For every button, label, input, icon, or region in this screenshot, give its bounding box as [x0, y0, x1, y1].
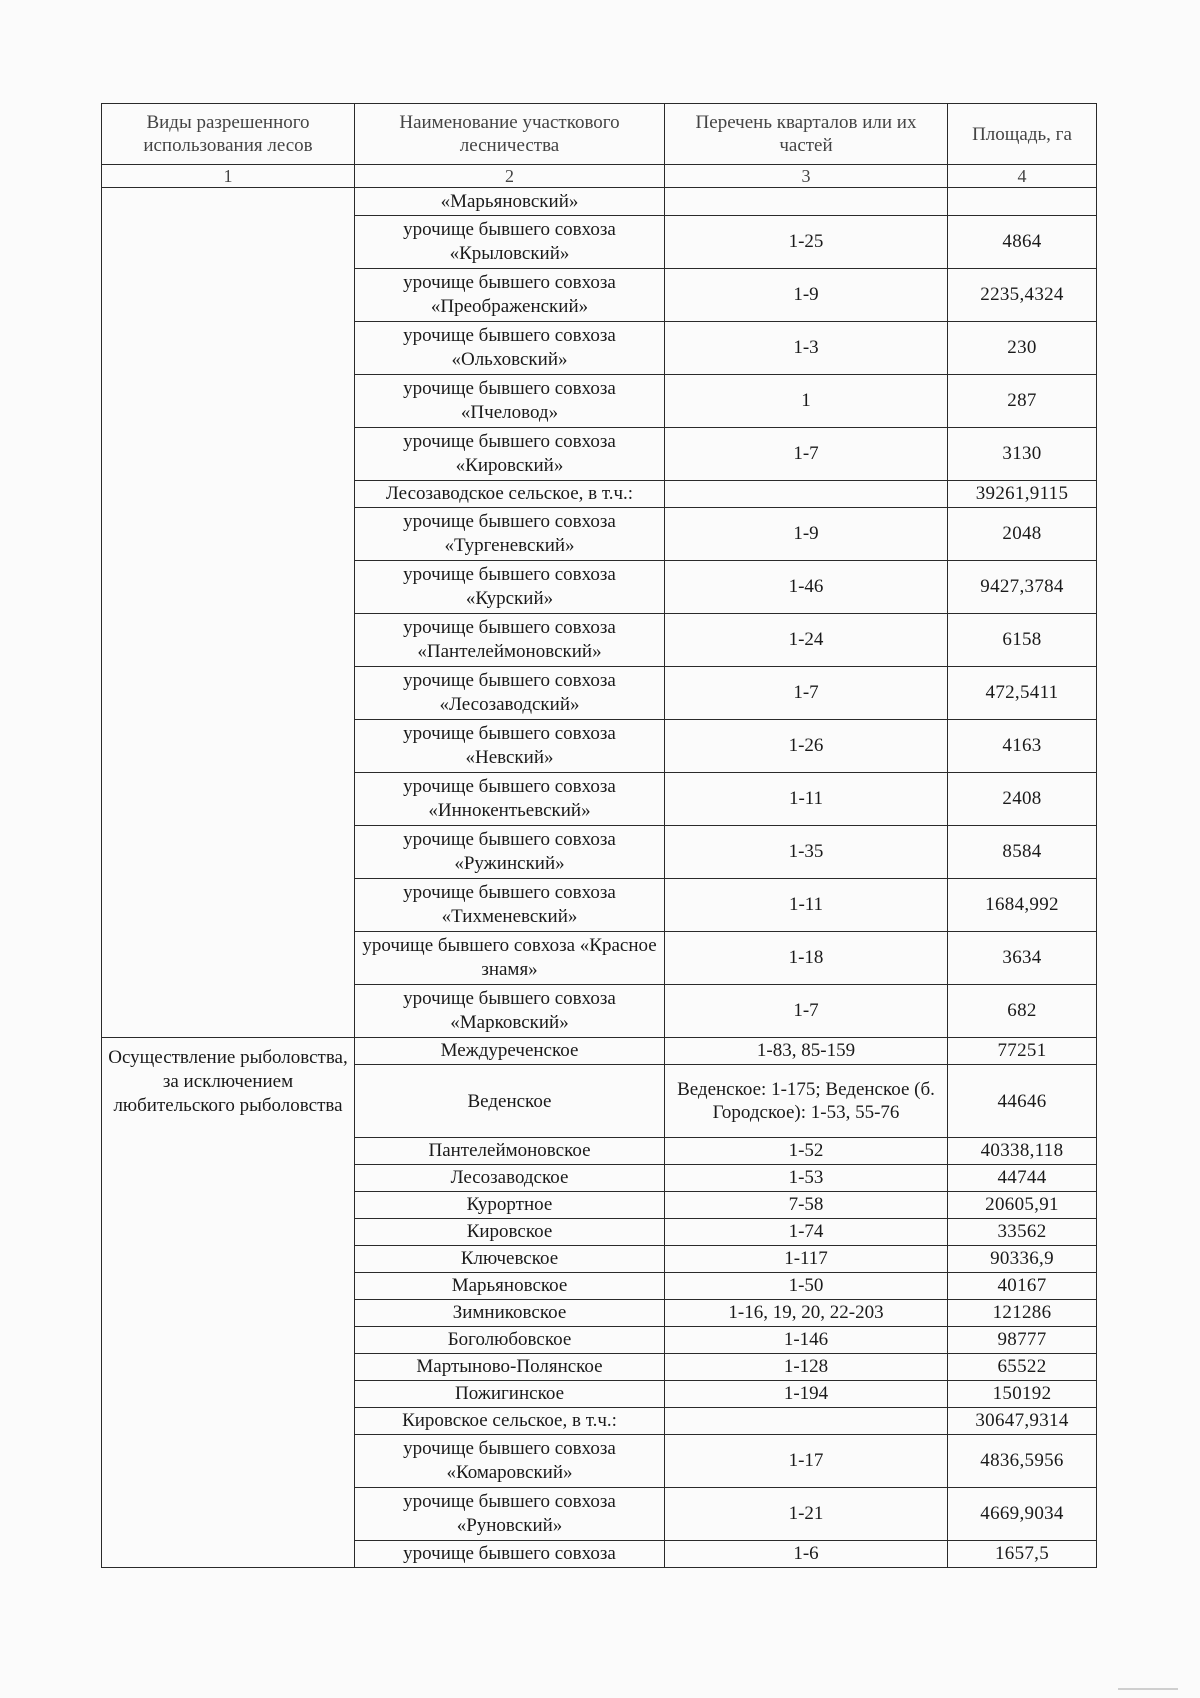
quarters: 7-58	[665, 1192, 948, 1219]
column-number: 3	[665, 165, 948, 188]
forestry-name: Междуреченское	[355, 1038, 665, 1065]
header-area: Площадь, га	[948, 104, 1097, 165]
area: 4864	[948, 216, 1097, 269]
forestry-name: Боголюбовское	[355, 1327, 665, 1354]
forestry-name: урочище бывшего совхоза «Комаровский»	[355, 1435, 665, 1488]
quarters: 1-83, 85-159	[665, 1038, 948, 1065]
quarters: 1-7	[665, 985, 948, 1038]
quarters: 1-7	[665, 667, 948, 720]
column-number-row	[102, 165, 1097, 188]
quarters: 1	[665, 375, 948, 428]
forestry-name: урочище бывшего совхоза «Руновский»	[355, 1488, 665, 1541]
forestry-name: «Марьяновский»	[355, 188, 665, 216]
forestry-name: Лесозаводское сельское, в т.ч.:	[355, 481, 665, 508]
forestry-name: урочище бывшего совхоза «Кировский»	[355, 428, 665, 481]
forestry-name: урочище бывшего совхоза «Невский»	[355, 720, 665, 773]
area: 3634	[948, 932, 1097, 985]
forestry-name: урочище бывшего совхоза «Лесозаводский»	[355, 667, 665, 720]
forestry-name: урочище бывшего совхоза «Ольховский»	[355, 322, 665, 375]
forestry-name: Веденское	[355, 1065, 665, 1138]
area: 3130	[948, 428, 1097, 481]
area	[948, 188, 1097, 216]
area: 230	[948, 322, 1097, 375]
header-forestry-name: Наименование участкового лесничества	[355, 104, 665, 165]
quarters	[665, 481, 948, 508]
use-type-cell-empty	[102, 188, 355, 1038]
forestry-name: урочище бывшего совхоза «Пантелеймоновский»	[355, 614, 665, 667]
area: 6158	[948, 614, 1097, 667]
area: 44744	[948, 1165, 1097, 1192]
quarters: 1-52	[665, 1138, 948, 1165]
quarters: 1-50	[665, 1273, 948, 1300]
quarters: 1-128	[665, 1354, 948, 1381]
area: 39261,9115	[948, 481, 1097, 508]
area: 8584	[948, 826, 1097, 879]
forestry-name: Кировское сельское, в т.ч.:	[355, 1408, 665, 1435]
forestry-name: урочище бывшего совхоза «Марковский»	[355, 985, 665, 1038]
forestry-name: Марьяновское	[355, 1273, 665, 1300]
quarters: 1-16, 19, 20, 22-203	[665, 1300, 948, 1327]
quarters: 1-26	[665, 720, 948, 773]
forestry-name: урочище бывшего совхоза «Преображенский»	[355, 269, 665, 322]
quarters: 1-7	[665, 428, 948, 481]
area: 4836,5956	[948, 1435, 1097, 1488]
area: 1657,5	[948, 1541, 1097, 1568]
area: 2408	[948, 773, 1097, 826]
quarters: 1-117	[665, 1246, 948, 1273]
table-row	[102, 1038, 1097, 1065]
area: 40167	[948, 1273, 1097, 1300]
quarters: 1-11	[665, 879, 948, 932]
forestry-name: Зимниковское	[355, 1300, 665, 1327]
quarters	[665, 1408, 948, 1435]
column-number: 4	[948, 165, 1097, 188]
use-type-fishing: Осуществление рыболовства, за исключением любительского рыболовства	[102, 1038, 355, 1568]
table-header-row	[102, 104, 1097, 165]
quarters: 1-24	[665, 614, 948, 667]
scan-edge-mark	[1118, 1688, 1178, 1690]
quarters: 1-53	[665, 1165, 948, 1192]
column-number: 2	[355, 165, 665, 188]
forestry-name: урочище бывшего совхоза «Пчеловод»	[355, 375, 665, 428]
area: 472,5411	[948, 667, 1097, 720]
area: 287	[948, 375, 1097, 428]
area: 98777	[948, 1327, 1097, 1354]
forestry-name: урочище бывшего совхоза «Тургеневский»	[355, 508, 665, 561]
forestry-name: урочище бывшего совхоза «Курский»	[355, 561, 665, 614]
quarters: 1-11	[665, 773, 948, 826]
area: 2235,4324	[948, 269, 1097, 322]
quarters: 1-18	[665, 932, 948, 985]
forestry-name: Мартыново-Полянское	[355, 1354, 665, 1381]
quarters: 1-146	[665, 1327, 948, 1354]
forest-use-table	[101, 103, 1097, 1568]
quarters: 1-74	[665, 1219, 948, 1246]
area: 682	[948, 985, 1097, 1038]
quarters: 1-9	[665, 269, 948, 322]
area: 90336,9	[948, 1246, 1097, 1273]
forestry-name: Курортное	[355, 1192, 665, 1219]
forestry-name: урочище бывшего совхоза «Ружинский»	[355, 826, 665, 879]
area: 150192	[948, 1381, 1097, 1408]
header-quarters-list: Перечень кварталов или их частей	[665, 104, 948, 165]
area: 4163	[948, 720, 1097, 773]
area: 65522	[948, 1354, 1097, 1381]
quarters: 1-35	[665, 826, 948, 879]
forestry-name: Пожигинское	[355, 1381, 665, 1408]
area: 40338,118	[948, 1138, 1097, 1165]
area: 9427,3784	[948, 561, 1097, 614]
forestry-name: урочище бывшего совхоза «Крыловский»	[355, 216, 665, 269]
table-row	[102, 188, 1097, 216]
area: 44646	[948, 1065, 1097, 1138]
quarters	[665, 188, 948, 216]
quarters: 1-17	[665, 1435, 948, 1488]
header-use-types: Виды разрешенного использования лесов	[102, 104, 355, 165]
quarters: 1-25	[665, 216, 948, 269]
forestry-name: Кировское	[355, 1219, 665, 1246]
area: 2048	[948, 508, 1097, 561]
area: 33562	[948, 1219, 1097, 1246]
column-number: 1	[102, 165, 355, 188]
forestry-name: Пантелеймоновское	[355, 1138, 665, 1165]
forestry-name: урочище бывшего совхоза «Красное знамя»	[355, 932, 665, 985]
forestry-name: урочище бывшего совхоза	[355, 1541, 665, 1568]
forestry-name: урочище бывшего совхоза «Тихменевский»	[355, 879, 665, 932]
area: 1684,992	[948, 879, 1097, 932]
quarters: Веденское: 1-175; Веденское (б. Городское): 1-53, 55-76	[665, 1065, 948, 1138]
quarters: 1-21	[665, 1488, 948, 1541]
quarters: 1-3	[665, 322, 948, 375]
quarters: 1-194	[665, 1381, 948, 1408]
area: 20605,91	[948, 1192, 1097, 1219]
quarters: 1-46	[665, 561, 948, 614]
area: 121286	[948, 1300, 1097, 1327]
quarters: 1-9	[665, 508, 948, 561]
forestry-name: Лесозаводское	[355, 1165, 665, 1192]
area: 30647,9314	[948, 1408, 1097, 1435]
forestry-name: урочище бывшего совхоза «Иннокентьевский»	[355, 773, 665, 826]
forestry-name: Ключевское	[355, 1246, 665, 1273]
area: 4669,9034	[948, 1488, 1097, 1541]
area: 77251	[948, 1038, 1097, 1065]
quarters: 1-6	[665, 1541, 948, 1568]
